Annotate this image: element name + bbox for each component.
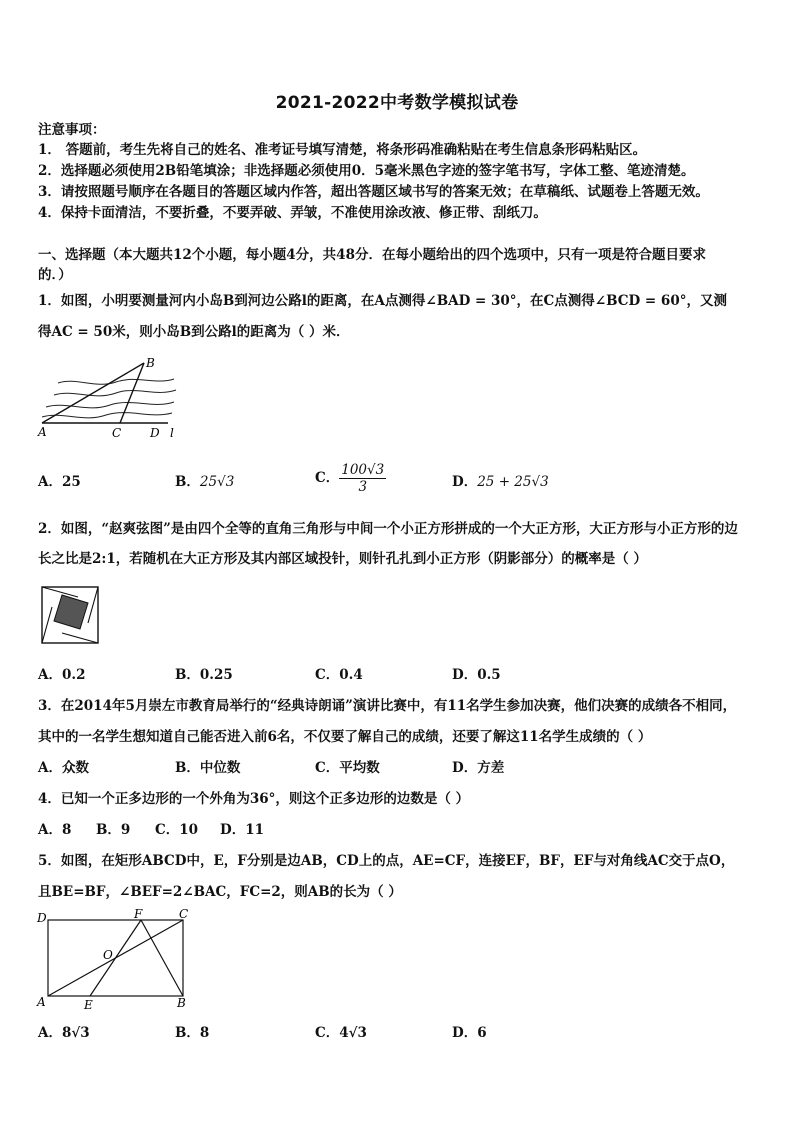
q1-option-b-expr: 25√3 bbox=[199, 474, 235, 490]
q5-label-D: D bbox=[37, 911, 47, 925]
section-heading-line1: 一、选择题（本大题共12个小题，每小题4分，共48分．在每小题给出的四个选项中，只有一项是符合题目要求 bbox=[38, 247, 706, 263]
q3-line1: 3．在2014年5月崇左市教育局举行的“经典诗朗诵”演讲比赛中，有11名学生参加决赛，他们决赛的成绩各不相同， bbox=[38, 698, 737, 714]
q1-option-c-prefix: C． bbox=[315, 470, 340, 486]
notice-item-1: 1． 答题前，考生先将自己的姓名、准考证号填写清楚，将条形码准确粘贴在考生信息条形码粘贴区。 bbox=[38, 142, 647, 158]
q2-option-d[interactable]: D．0.5 bbox=[452, 667, 501, 683]
notice-item-3: 3．请按照题号顺序在各题目的答题区域内作答，超出答题区域书写的答案无效；在草稿纸、试题卷上答题无效。 bbox=[38, 184, 709, 200]
q1-label-A: A bbox=[38, 425, 47, 439]
q3-option-b[interactable]: B．中位数 bbox=[175, 760, 241, 776]
q5-label-E: E bbox=[84, 998, 93, 1012]
q4-option-a[interactable]: A．8 bbox=[38, 822, 72, 838]
q1-line1: 1．如图，小明要测量河内小岛B到河边公路l的距离，在A点测得∠BAD = 30°，在C点测得∠BCD = 60°，又测 bbox=[38, 293, 727, 309]
q1-wave-4 bbox=[42, 413, 172, 418]
notice-heading: 注意事项： bbox=[38, 122, 106, 138]
q4-option-b[interactable]: B．9 bbox=[96, 822, 131, 838]
q1-wave-3 bbox=[46, 402, 174, 408]
q1-label-D: D bbox=[150, 426, 160, 440]
q5-label-B: B bbox=[177, 996, 186, 1010]
q1-figure bbox=[36, 355, 181, 445]
q4-line1: 4．已知一个正多边形的一个外角为36°，则这个正多边形的边数是（ ） bbox=[38, 791, 470, 807]
q1-option-a[interactable]: A．25 bbox=[38, 474, 81, 490]
q1-option-d[interactable] bbox=[452, 472, 549, 492]
q1-option-b-prefix: B． bbox=[175, 474, 200, 490]
q2-figure bbox=[40, 585, 102, 645]
q1-option-b[interactable] bbox=[175, 472, 234, 492]
q3-option-d[interactable]: D．方差 bbox=[452, 760, 505, 776]
q2-option-c[interactable]: C．0.4 bbox=[315, 667, 363, 683]
q5-option-c[interactable]: C．4√3 bbox=[315, 1025, 367, 1041]
q5-option-b[interactable]: B．8 bbox=[175, 1025, 210, 1041]
q1-segment-AB bbox=[42, 363, 144, 423]
q4-option-c[interactable]: C．10 bbox=[155, 822, 199, 838]
q5-line2: 且BE=BF，∠BEF=2∠BAC，FC=2，则AB的长为（ ） bbox=[38, 884, 402, 900]
q5-option-d[interactable]: D．6 bbox=[452, 1025, 487, 1041]
q2-line2: 长之比是2:1，若随机在大正方形及其内部区域投针，则针孔扎到小正方形（阴影部分）的概率是（ ） bbox=[38, 551, 647, 567]
q5-label-C: C bbox=[179, 907, 189, 921]
q3-option-a[interactable]: A．众数 bbox=[38, 760, 89, 776]
q3-line2: 其中的一名学生想知道自己能否进入前6名，不仅要了解自己的成绩，还要了解这11名学生成绩的（ ） bbox=[38, 729, 652, 745]
q2-option-b[interactable]: B．0.25 bbox=[175, 667, 233, 683]
q1-option-c-denominator: 3 bbox=[358, 479, 368, 495]
q1-option-d-prefix: D． bbox=[452, 474, 478, 490]
q1-option-c-fraction bbox=[339, 462, 386, 495]
section-heading-line2: 的．） bbox=[38, 267, 72, 283]
q5-label-A: A bbox=[37, 995, 46, 1009]
q1-label-l: l bbox=[170, 426, 174, 440]
notice-item-4: 4．保持卡面清洁，不要折叠，不要弄破、弄皱，不准使用涂改液、修正带、刮纸刀。 bbox=[38, 205, 547, 221]
q5-segment-EF bbox=[90, 920, 141, 996]
q1-option-d-expr: 25 + 25√3 bbox=[477, 474, 549, 490]
q1-option-c[interactable] bbox=[315, 462, 386, 495]
q5-label-F: F bbox=[134, 907, 143, 921]
q1-wave-2 bbox=[54, 390, 176, 396]
q2-option-a[interactable]: A．0.2 bbox=[38, 667, 86, 683]
page-title: 2021-2022中考数学模拟试卷 bbox=[275, 93, 519, 113]
q1-line2: 得AC = 50米，则小岛B到公路l的距离为（ ）米． bbox=[38, 324, 350, 340]
q2-line1: 2．如图，“赵爽弦图”是由四个全等的直角三角形与中间一个小正方形拼成的一个大正方形，大正方形与小正方形的边 bbox=[38, 521, 738, 537]
q1-label-C: C bbox=[112, 426, 122, 440]
q1-label-B: B bbox=[146, 356, 155, 370]
q3-option-c[interactable]: C．平均数 bbox=[315, 760, 380, 776]
q5-option-a[interactable]: A．8√3 bbox=[38, 1025, 90, 1041]
notice-item-2: 2．选择题必须使用2B铅笔填涂；非选择题必须使用0．5毫米黑色字迹的签字笔书写，字体工整、笔迹清楚。 bbox=[38, 163, 695, 179]
q5-label-O: O bbox=[103, 948, 113, 962]
q1-option-c-numerator: 100√3 bbox=[341, 462, 385, 478]
q5-figure bbox=[34, 905, 194, 1013]
q5-line1: 5．如图，在矩形ABCD中，E，F分别是边AB，CD上的点，AE=CF，连接EF，BF，EF与对角线AC交于点O， bbox=[38, 853, 735, 869]
q4-option-d[interactable]: D．11 bbox=[220, 822, 264, 838]
